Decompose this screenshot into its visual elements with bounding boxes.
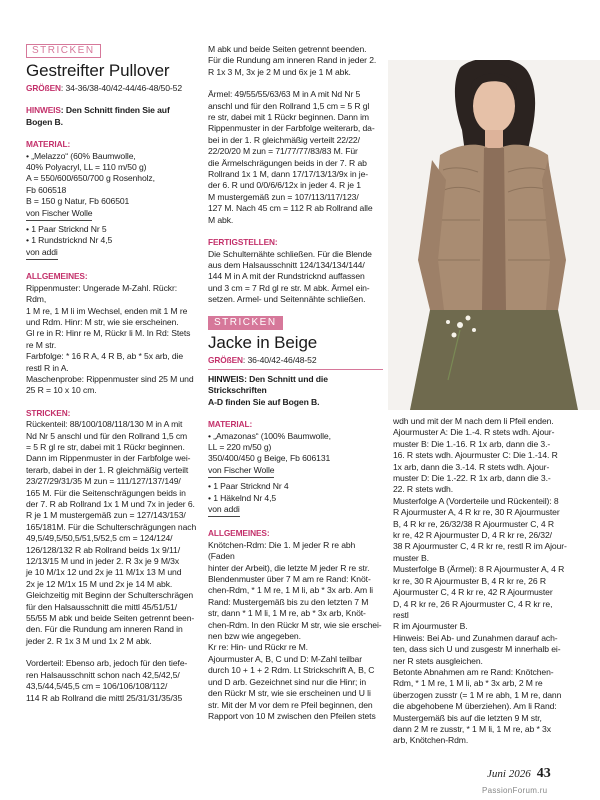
model-photo [388, 60, 600, 410]
finishing-text: Die Schulternähte schließen. Für die Blende aus dem Halsausschnitt 124/134/134/144/ 144 M in A mit der Rundstricknd auffassen und 3 cm = 7 Rd gl re str. M abk. Ärmel ein- setzen. Armel- und Seitennähte schließen. [208, 248, 372, 305]
hint: HINWEIS: Den Schnitt finden Sie auf Bogen B. [26, 105, 170, 127]
material-heading-2: MATERIAL: [208, 419, 253, 430]
front-piece-continued: M abk und beide Seiten getrennt beenden. Für die Rundung am inneren Rand in jeder 2. R 1x 3 M, 3x je 2 M und 6x je 1 M abk. [208, 44, 377, 77]
material-heading: MATERIAL: [26, 139, 71, 150]
hint-2: HINWEIS: Den Schnitt und die Strickschriften A-D finden Sie auf Bogen B. [208, 373, 328, 407]
material-list: • „Melazzo“ (60% Baumwolle, 40% Polyacryl, LL = 110 m/50 g) A = 550/600/650/700 g Rosenholz, Fb 606518 B = 150 g Natur, Fb 606501 [26, 150, 155, 207]
general-heading-2: ALLGEMEINES: [208, 528, 270, 539]
sizes-2: GRÖßEN: 36-40/42-46/48-52 [208, 354, 317, 365]
tools-source-2: von addi [208, 504, 240, 517]
watermark: PassionForum.ru [482, 786, 548, 795]
page-footer [487, 766, 551, 782]
knitting-heading: STRICKEN: [26, 407, 71, 418]
general-text: Rippenmuster: Ungerade M-Zahl. Rückr: Rdm, 1 M re, 1 M li im Wechsel, enden mit 1 M re und Rdm. Hinr: M str, wie sie erscheinen. Gl re in R: Hinr re M, Rückr li M. In Rd: Stets re M str. Farbfolge: * 16 R A, 4 R B, ab * 5x arb, die restl R in A. Maschenprobe: Rippenmuster sind 25 M und 25 R = 10 x 10 cm. [26, 282, 194, 396]
back-piece-text: Rückenteil: 88/100/108/118/130 M in A mit Nd Nr 5 anschl und für den Rollrand 1,5 cm = 5 R gl re str, dabei mit 1 Rückr beginnen. Dann im Rippenmuster in der Farbfolge wei- terarb, dabei in der 1. R gleichmäßig verteilt 23/27/29/31/35 M zun = 111/127/137/149/ 165 M. Für die Seitenschrägungen beids in der 7. R ab Rollrand 1x 1 M und 7x in jeder 6. R je 1 M mustergemäß zun = 127/143/153/ 165/181M. Für die Schulterschrägungen nach 49,5/49,5/50,5/51,5/52,5 cm = 124/124/ 126/128/132 R ab Rollrand beids 1x 9/11/ 12/13/15 M und in jeder 2. R 3x je 9 M/3x je 10 M/1x 12 und 2x je 11 M/1x 13 M und 2x je 12 M/1x 15 M und 2x je 14 M abk. Gleichzeitig mit Beginn der Schulterschrägen für den Halsausschnitt die mittl 45/51/51/ 55/55 M abk und beide Seiten getrennt been- den. Für die Rundung am inneren Rand in jeder 2. R 1x 3 M und 1x 2 M abk. [26, 419, 197, 646]
material-source-2: von Fischer Wolle [208, 465, 274, 478]
general-text-2: Knötchen-Rdm: Die 1. M jeder R re abh (Faden hinter der Arbeit), die letzte M jeder R re str. Blendenmuster über 7 M am re Rand: Knöt- chen-Rdm, * 1 M re, 1 M li, ab * 3x arb. Am li Rand: Mustergemäß bis zu den letzten 7 M str, dann * 1 M li, 1 M re, ab * 3x arb, Knöt- chen-Rdm. In den Rückr M str, wie sie erschei- nen bzw wie angegeben. Kr re: Hin- und Rückr re M. Ajourmuster A, B, C und D: M-Zahl teilbar durch 10 + 1 + 2 Rdm. Lt Strickschrift A, B, C und D arb. Gezeichnet sind nur die Hinr; in den Rückr M str, wie sie erscheinen und U li str. Mit der M vor dem re Pfeil beginnen, den Rapport von 10 M zwischen den Pfeilen stets [208, 539, 382, 721]
tool-item: • 1 Paar Stricknd Nr 4 [208, 481, 289, 492]
issue-date: Juni 2026 [487, 768, 531, 780]
finishing-heading: FERTIGSTELLEN: [208, 237, 278, 248]
middle-column [208, 44, 383, 722]
tools-source: von addi [26, 247, 58, 260]
tool-item: • 1 Häkelnd Nr 4,5 [208, 492, 277, 503]
tool-item: • 1 Rundstricknd Nr 4,5 [26, 235, 113, 246]
article-title-2: Jacke in Beige [208, 332, 318, 352]
divider [208, 369, 383, 370]
tool-item: • 1 Paar Stricknd Nr 5 [26, 224, 107, 235]
sizes: GRÖßEN: 34-36/38-40/42-44/46-48/50-52 [26, 83, 183, 93]
general-heading: ALLGEMEINES: [26, 271, 88, 282]
left-column [26, 44, 198, 704]
material-source: von Fischer Wolle [26, 208, 92, 221]
sleeve-text: Ärmel: 49/55/55/63/63 M in A mit Nd Nr 5 anschl und für den Rollrand 1,5 cm = 5 R gl re str, dabei mit 1 Rückr beginnen. Dann im Rippenmuster in der Farbfolge weiterarb, da- bei in der 1. R gleichmäßig verteilt 22/22/ 22/20/20 M zun = 71/77/77/83/83 M. Für die Ärmelschrägungen beids in der 7. R ab Rollrand 1x 1 M, dann 17/17/13/13/9x in je- der 6. R und 0/0/6/6/12x in jeder 4. R je 1 M mustergemäß zun = 107/113/117/123/ 127 M. Nach 45 cm = 112 R ab Rollrand alle M abk. [208, 89, 375, 225]
right-column: wdh und mit der M nach dem li Pfeil enden. Ajourmuster A: Die 1.-4. R stets wdh. Ajour- muster B: Die 1.-16. R 1x arb, dann die 3.- 16. R stets wdh. Ajourmuster C: Die 1.-14. R 1x arb, dann die 3.-14. R stets wdh. Ajour- muster D: Die 1.-22. R 1x arb, dann die 3.- 22. R stets wdh. Musterfolge A (Vorderteile und Rückenteil): 8 R Ajourmuster A, 4 R kr re, 30 R Ajourmuster B, 4 R kr re, 26/32/38 R Ajourmuster C, 4 R kr re, 42 R Ajourmuster D, 4 R kr re, 26/32/ 38 R Ajourmuster C, 4 R kr re, restl R im Ajour- muster B. Musterfolge B (Ärmel): 8 R Ajourmuster A, 4 R kr re, 30 R Ajourmuster B, 4 R kr re, 26 R Ajourmuster C, 4 R kr re, 42 R Ajourmuster D, 4 R kr re, 26 R Ajourmuster C, 4 R kr re, restl R im Ajourmuster B. Hinweis: Bei Ab- und Zunahmen darauf ach- ten, dass sich U und zusgestr M innerhalb ei- ner R stets ausgleichen. Betonte Abnahmen am re Rand: Knötchen- Rdm, * 1 M re, 1 M li, ab * 3x arb, 2 M re überzogen zusstr (= 1 M re abh, 1 M re, dann die abgehobene M überziehen). Am li Rand: Mustergemäß bis auf die letzten 9 M str, dann 2 M re zusstr, * 1 M li, 1 M re, ab * 3x arb, Knötchen-Rdm. [393, 416, 567, 746]
front-piece-text: Vorderteil: Ebenso arb, jedoch für den tiefe- ren Halsausschnitt schon nach 42,5/42,5/ 43,5/44,5/45,5 cm = 106/106/108/112/ 114 R ab Rollrand die mittl 25/31/31/35/35 [26, 658, 188, 703]
page-number: 43 [536, 766, 551, 781]
category-tag-2: STRICKEN [208, 316, 283, 330]
article-title: Gestreifter Pullover [26, 61, 170, 80]
material-list-2: • „Amazonas“ (100% Baumwolle, LL = 220 m/50 g) 350/400/450 g Beige, Fb 606131 [208, 430, 331, 464]
category-tag: STRICKEN [26, 44, 101, 58]
model-illustration [388, 60, 600, 410]
